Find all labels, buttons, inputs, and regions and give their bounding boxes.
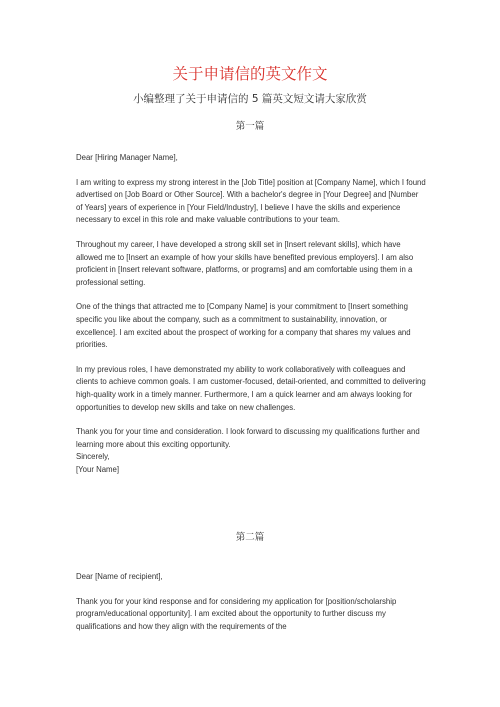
letter-paragraph: In my previous roles, I have demonstrated my ability to work collaboratively with colleagues and clients to achieve common goals. I am customer-focused, detail-oriented, and committed to delivering high-quality work in a timely manner. Furthermore, I am a quick learner and am always looking for opportunities to develop new skills and take on new challenges. [76, 364, 426, 412]
letter-1 [76, 152, 426, 476]
letter-greeting: Dear [Name of recipient], [76, 572, 163, 581]
letter-closing: Sincerely, [76, 452, 110, 462]
document-subtitle: 小编整理了关于申请信的 5 篇英文短文请大家欣赏 [133, 93, 367, 105]
document-title: 关于申请信的英文作文 [172, 65, 328, 83]
section-heading-2: 第二篇 [235, 532, 265, 543]
letter-2 [76, 571, 426, 633]
letter-paragraph: One of the things that attracted me to [Company Name] is your commitment to [Insert something specific you like about the company, such as a commitment to sustainability, innovation, or excellence]. I am excited about the prospect of working for a company that shares my values and priorities. [76, 302, 411, 350]
letter-paragraph: Thank you for your kind response and for considering my application for [position/scholarship program/educational opportunity]. I am excited about the opportunity to further discuss my qualifications and how they align with the requirements of the [76, 596, 397, 631]
section-heading-1: 第一篇 [235, 121, 265, 132]
letter-paragraph: Thank you for your time and consideration. I look forward to discussing my qualifications further and learning more about this exciting opportunity. [76, 427, 420, 449]
letter-signature: [Your Name] [76, 464, 120, 474]
letter-greeting: Dear [Hiring Manager Name], [76, 153, 178, 162]
letter-paragraph: I am writing to express my strong interest in the [Job Title] position at [Company Name], which I found advertised on [Job Board or Other Source]. With a bachelor's degree in [Your Degree] and [Number of Years] years of experience in [Your Field/Industry], I believe I have the skills and experience necessary to excel in this role and make valuable contributions to your team. [76, 177, 426, 225]
letter-paragraph: Throughout my career, I have developed a strong skill set in [Insert relevant skills], which have allowed me to [Insert an example of how your skills have benefited previous employers]. I am also proficient in [Insert relevant software, platforms, or programs] and am comfortable using them in a professional setting. [76, 239, 414, 287]
